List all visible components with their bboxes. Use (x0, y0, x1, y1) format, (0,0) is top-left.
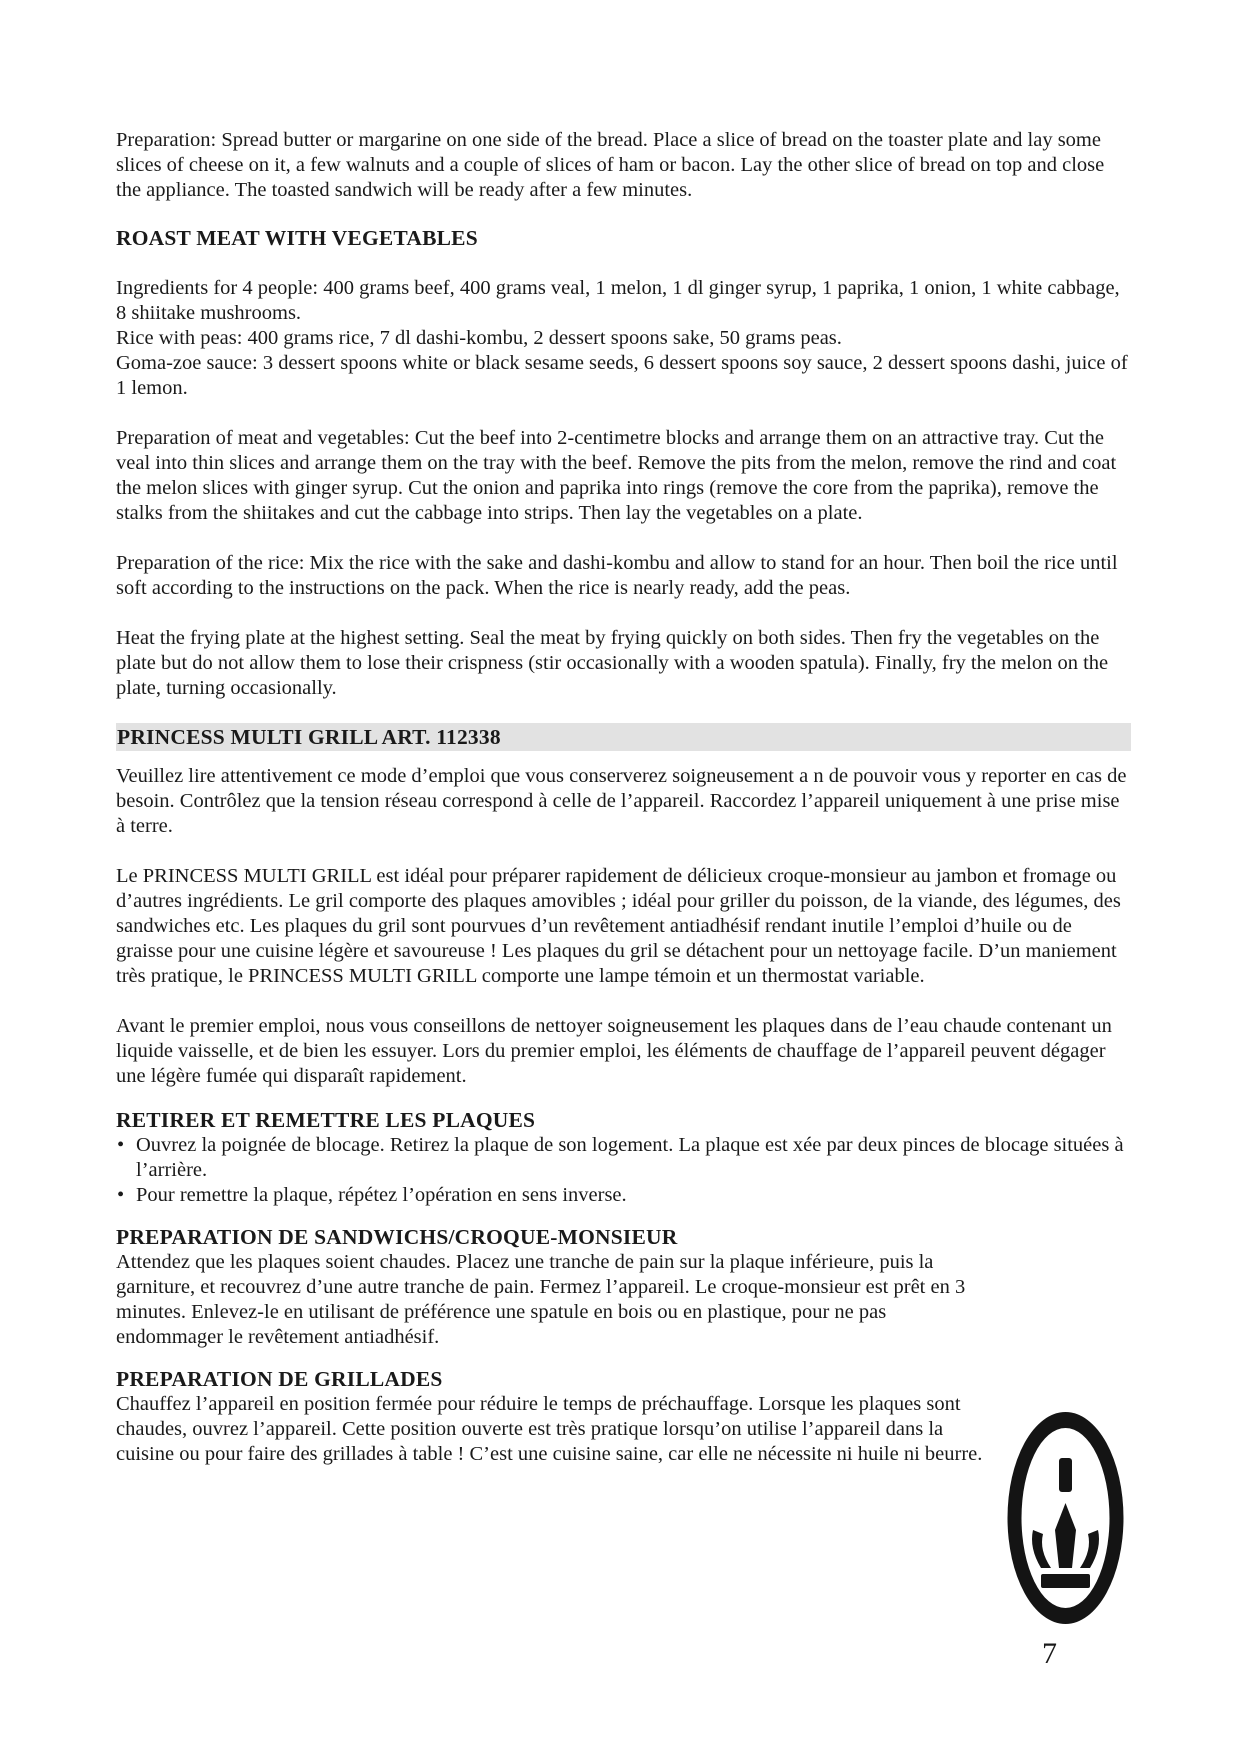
roast-ingredients: Ingredients for 4 people: 400 grams beef, 400 grams veal, 1 melon, 1 dl ginger syrup, 1 paprika, 1 onion, 1 white cabbage, 8 shiitake mushrooms. (116, 277, 1120, 324)
roast-rice: Rice with peas: 400 grams rice, 7 dl dashi-kombu, 2 dessert spoons sake, 50 grams peas. (116, 327, 842, 349)
sandwichs-text: Attendez que les plaques soient chaudes. Placez une tranche de pain sur la plaque inférieure, puis la garniture, et recouvrez d’une autre tranche de pain. Fermez l’appareil. Le croque-monsieur est prêt en 3 minutes. Enlevez-le en utilisant de préférence une spatule en bois ou en plastique, pour ne pas endommager le revêtement antiadhésif. (116, 1251, 966, 1348)
roast-heat: Heat the frying plate at the highest setting. Seal the meat by frying quickly on both sides. Then fry the vegetables on the plate but do not allow them to lose their crispness (stir occasionally with a wooden spatula). Finally, fry the melon on the plate, turning occasionally. (116, 627, 1109, 699)
roast-prep-meat: Preparation of meat and vegetables: Cut the beef into 2-centimetre blocks and arrange them on an attractive tray. Cut the veal into thin slices and arrange them on the tray with the beef. Remove the pits from the melon, remove the rind and coat the melon slices with ginger syrup. Cut the onion and paprika into rings (remove the core from the paprika), remove the stalks from the shiitakes and cut the cabbage into strips. Then lay the vegetables on a plate. (116, 427, 1117, 524)
sandwichs-heading: PREPARATION DE SANDWICHS/CROQUE-MONSIEUR (116, 1225, 678, 1249)
list-item: • Pour remettre la plaque, répétez l’opération en sens inverse. (116, 1183, 1131, 1208)
french-first-use: Avant le premier emploi, nous vous conseillons de nettoyer soigneusement les plaques dans de l’eau chaude contenant un liquide vaisselle, et de bien les essuyer. Lors du premier emploi, les éléments de chauffage de l’appareil peuvent dégager une légère fumée qui disparaît rapidement. (116, 1015, 1112, 1087)
roast-heading: ROAST MEAT WITH VEGETABLES (116, 226, 478, 250)
french-intro: Veuillez lire attentivement ce mode d’emploi que vous conserverez soigneusement a n de pouvoir vous y reporter en cas de besoin. Contrôlez que la tension réseau correspond à celle de l’appareil. Raccordez l’appareil uniquement à une prise mise à terre. (116, 765, 1127, 837)
roast-prep-rice: Preparation of the rice: Mix the rice with the sake and dashi-kombu and allow to stand for an hour. Then boil the rice until soft according to the instructions on the pack. When the rice is nearly ready, add the peas. (116, 552, 1118, 599)
grillades-text: Chauffez l’appareil en position fermée pour réduire le temps de préchauffage. Lorsque les plaques sont chaudes, ouvrez l’appareil. Cette position ouverte est très pratique lorsqu’on utilise l’appareil dans la cuisine ou pour faire des grillades à table ! C’est une cuisine saine, car elle ne nécessite ni huile ni beurre. (116, 1393, 983, 1465)
french-description: Le PRINCESS MULTI GRILL est idéal pour préparer rapidement de délicieux croque-monsieur au jambon et fromage ou d’autres ingrédients. Le gril comporte des plaques amovibles ; idéal pour griller du poisson, de la viande, des légumes, des sandwiches etc. Les plaques du gril sont pourvues d’un revêtement antiadhésif rendant inutile l’emploi d’huile ou de graisse pour une cuisine légère et savoureuse ! Les plaques du gril se détachent pour un nettoyage facile. D’un maniement très pratique, le PRINCESS MULTI GRILL comporte une lampe témoin et un thermostat variable. (116, 865, 1121, 987)
roast-sauce: Goma-zoe sauce: 3 dessert spoons white or black sesame seeds, 6 dessert spoons soy sauce, 2 dessert spoons dashi, juice of 1 lemon. (116, 352, 1128, 399)
grillades-heading: PREPARATION DE GRILLADES (116, 1367, 443, 1391)
page-number: 7 (1042, 1637, 1057, 1670)
sandwich-preparation-text: Preparation: Spread butter or margarine on one side of the bread. Place a slice of bread on the toaster plate and lay some slices of cheese on it, a few walnuts and a couple of slices of ham or bacon. Lay the other slice of bread on top and close the appliance. The toasted sandwich will be ready after a few minutes. (116, 129, 1105, 201)
plaques-heading: RETIRER ET REMETTRE LES PLAQUES (116, 1108, 536, 1132)
list-item: • Ouvrez la poignée de blocage. Retirez la plaque de son logement. La plaque est xée par deux pinces de blocage situées à l’arrière. (116, 1133, 1131, 1183)
page-content (116, 128, 1131, 1467)
section-title-bar: PRINCESS MULTI GRILL ART. 112338 (116, 723, 1131, 751)
plaques-list (116, 1133, 1131, 1208)
princess-crown-logo-icon (1003, 1408, 1128, 1628)
